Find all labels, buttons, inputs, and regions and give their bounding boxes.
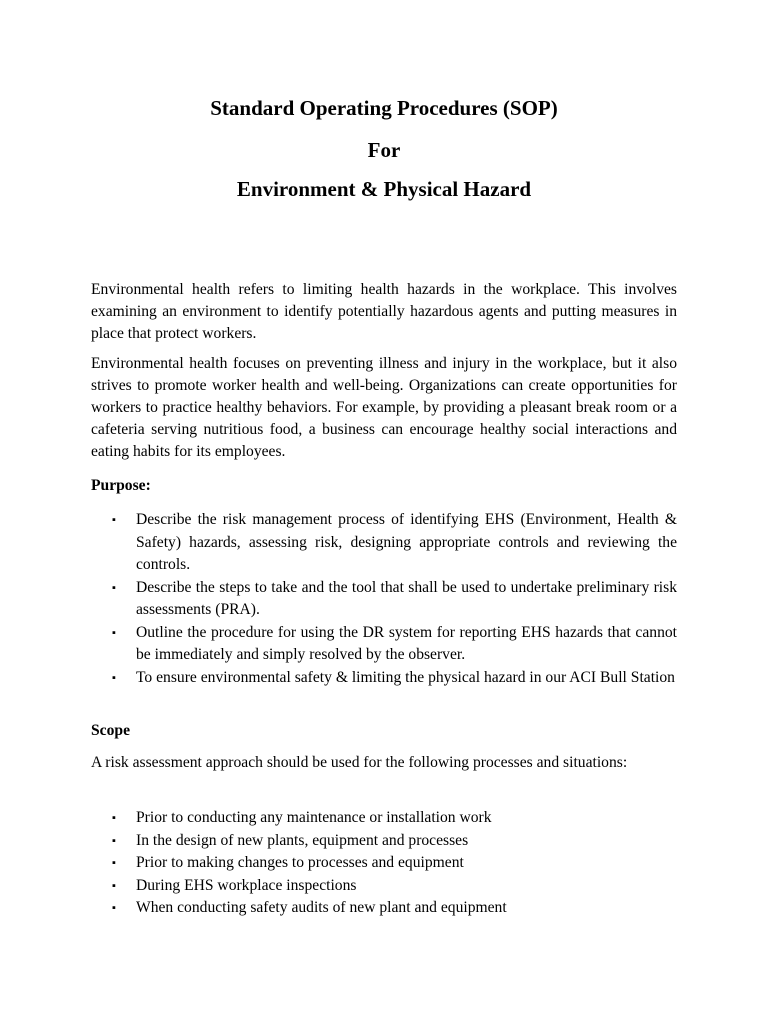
document-subtitle: Environment & Physical Hazard	[236, 177, 532, 201]
bullet-icon: ▪	[112, 879, 116, 892]
bullet-icon: ▪	[112, 581, 116, 594]
list-item-text: Prior to conducting any maintenance or installation work	[136, 809, 492, 826]
bullet-icon: ▪	[112, 514, 116, 526]
bullet-icon: ▪	[112, 902, 116, 914]
list-item	[91, 852, 677, 875]
list-item	[91, 577, 677, 622]
purpose-list	[91, 509, 677, 689]
list-item-text: Describe the risk management process of identifying EHS (Environment, Health & Safety) hazards, assessing risk, designing appropriate controls and reviewing the controls.	[136, 511, 677, 573]
list-item-text: Outline the procedure for using the DR system for reporting EHS hazards that cannot be immediately and simply resolved by the observer.	[136, 623, 677, 663]
list-item-text: Prior to making changes to processes and equipment	[136, 854, 464, 871]
list-item-text: During EHS workplace inspections	[136, 876, 357, 894]
intro-paragraph-1: Environmental health refers to limiting health hazards in the workplace. This involves examining an environment to identify potentially hazardous agents and putting measures in place that protect workers.	[91, 281, 677, 342]
list-item	[91, 807, 677, 830]
document-title: Standard Operating Procedures (SOP)	[210, 96, 558, 120]
scope-heading: Scope	[91, 722, 130, 739]
list-item-text: Describe the steps to take and the tool that shall be used to undertake preliminary risk assessments (PRA).	[136, 578, 677, 618]
bullet-icon: ▪	[112, 626, 116, 639]
list-item	[91, 667, 677, 690]
scope-intro: A risk assessment approach should be used for the following processes and situations:	[91, 754, 628, 771]
list-item-text: In the design of new plants, equipment and processes	[136, 831, 469, 849]
list-item	[91, 897, 677, 920]
list-item-text: To ensure environmental safety & limiting the physical hazard in our ACI Bull Station	[136, 668, 675, 686]
bullet-icon: ▪	[112, 812, 116, 824]
purpose-heading: Purpose:	[91, 477, 151, 494]
bullet-icon: ▪	[112, 671, 116, 684]
intro-paragraph-2: Environmental health focuses on preventing illness and injury in the workplace, but it also strives to promote worker health and well-being. Organizations can create opportunities for workers to practice healthy behaviors. For example, by providing a pleasant break room or a cafeteria serving nutritious food, a business can encourage healthy social interactions and eating habits for its employees.	[91, 355, 677, 460]
document-title-for: For	[367, 138, 401, 162]
list-item-text: When conducting safety audits of new plant and equipment	[136, 899, 507, 916]
list-item	[91, 509, 677, 577]
list-item	[91, 830, 677, 853]
list-item	[91, 875, 677, 898]
scope-list	[91, 807, 677, 920]
bullet-icon: ▪	[112, 834, 116, 847]
list-item	[91, 622, 677, 667]
bullet-icon: ▪	[112, 857, 116, 869]
